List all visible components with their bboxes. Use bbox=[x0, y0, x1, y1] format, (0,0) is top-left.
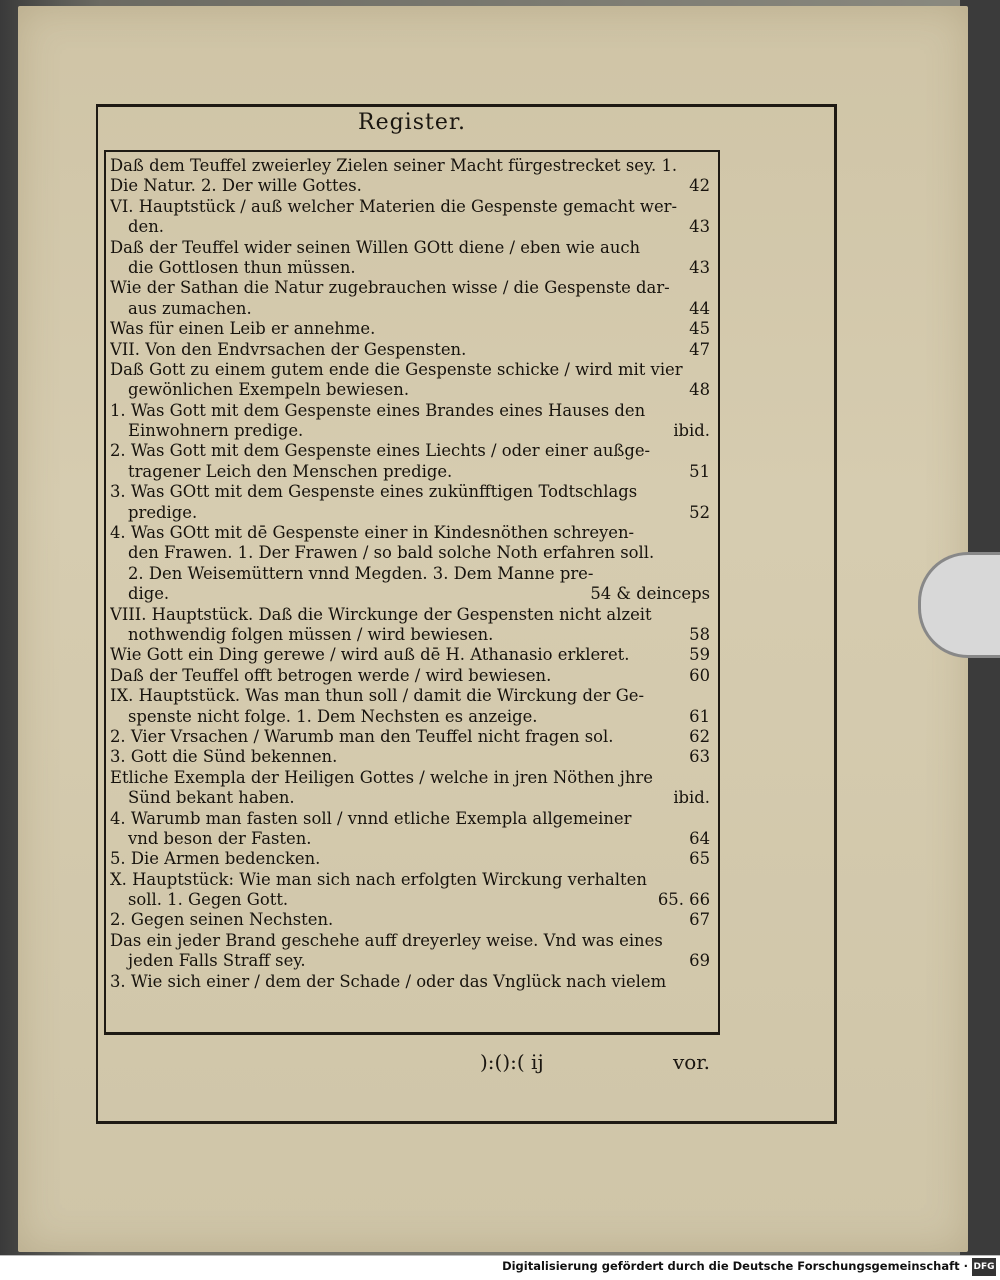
entry-page-number: 63 bbox=[689, 747, 710, 767]
entry-text: soll. 1. Gegen Gott. bbox=[128, 890, 289, 910]
entry-page-number: 64 bbox=[689, 828, 710, 848]
credit-bar bbox=[0, 1255, 1000, 1280]
entry-page-number: 60 bbox=[689, 665, 710, 685]
entry-text: nothwendig folgen müssen / wird bewiesen. bbox=[128, 624, 494, 644]
register-line bbox=[110, 197, 714, 217]
entry-text: Sünd bekant haben. bbox=[128, 788, 295, 808]
catchword: vor. bbox=[672, 1050, 710, 1074]
top-rule bbox=[104, 150, 720, 152]
register-line bbox=[110, 666, 714, 686]
register-line bbox=[110, 747, 714, 767]
entry-page-number: ibid. bbox=[673, 788, 710, 808]
register-line bbox=[110, 972, 714, 992]
entry-text: Daß dem Teuffel zweierley Zielen seiner Macht fürgestrecket sey. 1. bbox=[110, 156, 678, 175]
entry-text: X. Hauptstück: Wie man sich nach erfolgten Wirckung verhalten bbox=[110, 869, 647, 889]
bottom-rule bbox=[104, 1032, 720, 1035]
entry-text: 3. Was GOtt mit dem Gespenste eines zukünfftigen Todtschlags bbox=[110, 482, 638, 502]
entry-text: 2. Gegen seinen Nechsten. bbox=[110, 910, 334, 930]
entry-text: Einwohnern predige. bbox=[128, 421, 304, 441]
entry-page-number: 42 bbox=[689, 176, 710, 196]
entry-page-number: 69 bbox=[689, 951, 710, 971]
register-line bbox=[110, 503, 714, 523]
entry-text: dige. bbox=[128, 584, 170, 604]
entry-text: 4. Warumb man fasten soll / vnnd etliche Exempla allgemeiner bbox=[110, 808, 632, 828]
register-line bbox=[110, 543, 714, 563]
entry-text: Daß der Teuffel wider seinen Willen GOtt diene / eben wie auch bbox=[110, 237, 641, 257]
entry-text: Daß Gott zu einem gutem ende die Gespenste schicke / wird mit vier bbox=[110, 359, 683, 379]
register-line bbox=[110, 931, 714, 951]
register-line bbox=[110, 849, 714, 869]
register-line bbox=[110, 584, 714, 604]
register-line bbox=[110, 258, 714, 278]
entry-text: VII. Von den Endvrsachen der Gespensten. bbox=[110, 339, 467, 359]
entry-page-number: 44 bbox=[689, 298, 710, 318]
register-line bbox=[110, 238, 714, 258]
entry-page-number: 62 bbox=[689, 726, 710, 746]
funding-credit: Digitalisierung gefördert durch die Deutsche Forschungsgemeinschaft · bbox=[502, 1259, 968, 1273]
register-line bbox=[110, 319, 714, 339]
entry-text: 3. Gott die Sünd bekennen. bbox=[110, 747, 338, 767]
entry-text: tragener Leich den Menschen predige. bbox=[128, 461, 453, 481]
entry-page-number: 54 & deinceps bbox=[590, 584, 710, 604]
entry-text: den Frawen. 1. Der Frawen / so bald solche Noth erfahren soll. bbox=[128, 543, 655, 563]
entry-text: 4. Was GOtt mit dē Gespenste einer in Kindesnöthen schreyen- bbox=[110, 523, 635, 543]
entry-text: Daß der Teuffel offt betrogen werde / wird bewiesen. bbox=[110, 665, 552, 685]
entry-page-number: 48 bbox=[689, 380, 710, 400]
register-line bbox=[110, 951, 714, 971]
register-line bbox=[110, 870, 714, 890]
register-line bbox=[110, 686, 714, 706]
entry-text: Etliche Exempla der Heiligen Gottes / welche in jren Nöthen jhre bbox=[110, 767, 653, 787]
register-line bbox=[110, 421, 714, 441]
register-line bbox=[110, 156, 714, 176]
register-line bbox=[110, 829, 714, 849]
entry-page-number: 43 bbox=[689, 257, 710, 277]
register-line bbox=[110, 707, 714, 727]
entry-page-number: 45 bbox=[689, 319, 710, 339]
entry-page-number: ibid. bbox=[673, 421, 710, 441]
entry-page-number: 65 bbox=[689, 849, 710, 869]
entry-text: 2. Vier Vrsachen / Warumb man den Teuffel nicht fragen sol. bbox=[110, 726, 614, 746]
entry-page-number: 65. 66 bbox=[657, 890, 710, 910]
register-line bbox=[110, 380, 714, 400]
entry-text: Was für einen Leib er annehme. bbox=[110, 319, 376, 339]
entry-text: 3. Wie sich einer / dem der Schade / oder das Vnglück nach vielem bbox=[110, 971, 667, 991]
entry-text: gewönlichen Exempeln bewiesen. bbox=[128, 380, 410, 400]
register-line bbox=[110, 564, 714, 584]
entry-text: predige. bbox=[128, 502, 198, 522]
entry-text: VI. Hauptstück / auß welcher Materien die Gespenste gemacht wer- bbox=[110, 196, 678, 216]
entry-page-number: 61 bbox=[689, 706, 710, 726]
register-line bbox=[110, 462, 714, 482]
signature-mark: ):():( ij bbox=[480, 1050, 544, 1074]
entry-text: Wie der Sathan die Natur zugebrauchen wisse / die Gespenste dar- bbox=[110, 278, 670, 298]
entry-text: spenste nicht folge. 1. Dem Nechsten es anzeige. bbox=[128, 706, 538, 726]
entry-text: 5. Die Armen bedencken. bbox=[110, 849, 321, 869]
register-line bbox=[110, 217, 714, 237]
register-line bbox=[110, 727, 714, 747]
entry-text: den. bbox=[128, 217, 164, 237]
entry-page-number: 51 bbox=[689, 461, 710, 481]
register-line bbox=[110, 176, 714, 196]
register-line bbox=[110, 788, 714, 808]
entry-text: IX. Hauptstück. Was man thun soll / damit die Wirckung der Ge- bbox=[110, 686, 645, 706]
register-line bbox=[110, 605, 714, 625]
entry-page-number: 52 bbox=[689, 502, 710, 522]
register-line bbox=[110, 910, 714, 930]
register-line bbox=[110, 645, 714, 665]
entry-text: Das ein jeder Brand geschehe auff dreyerley weise. Vnd was eines bbox=[110, 930, 663, 950]
entry-page-number: 67 bbox=[689, 910, 710, 930]
entry-text: die Gottlosen thun müssen. bbox=[128, 257, 356, 277]
register-line bbox=[110, 299, 714, 319]
entry-page-number: 59 bbox=[689, 645, 710, 665]
register-line bbox=[110, 482, 714, 502]
entry-page-number: 43 bbox=[689, 217, 710, 237]
entry-text: Die Natur. 2. Der wille Gottes. bbox=[110, 176, 362, 196]
register-entries bbox=[110, 156, 714, 992]
entry-text: 2. Den Weisemüttern vnnd Megden. 3. Dem Manne pre- bbox=[128, 563, 594, 583]
register-line bbox=[110, 523, 714, 543]
entry-text: VIII. Hauptstück. Daß die Wirckunge der Gespensten nicht alzeit bbox=[110, 604, 652, 624]
register-line bbox=[110, 340, 714, 360]
entry-page-number: 47 bbox=[689, 339, 710, 359]
register-line bbox=[110, 441, 714, 461]
entry-text: 1. Was Gott mit dem Gespenste eines Brandes eines Hauses den bbox=[110, 400, 646, 420]
register-line bbox=[110, 401, 714, 421]
entry-text: jeden Falls Straff sey. bbox=[128, 951, 306, 971]
dfg-logo-icon: DFG bbox=[972, 1258, 996, 1276]
entry-text: Wie Gott ein Ding gerewe / wird auß dē H. Athanasio erkleret. bbox=[110, 645, 630, 665]
entry-text: aus zumachen. bbox=[128, 298, 252, 318]
entry-text: 2. Was Gott mit dem Gespenste eines Liechts / oder einer außge- bbox=[110, 441, 651, 461]
register-line bbox=[110, 360, 714, 380]
register-line bbox=[110, 625, 714, 645]
register-line bbox=[110, 890, 714, 910]
entry-text: vnd beson der Fasten. bbox=[128, 828, 312, 848]
entry-page-number: 58 bbox=[689, 624, 710, 644]
register-line bbox=[110, 809, 714, 829]
register-line bbox=[110, 768, 714, 788]
register-line bbox=[110, 278, 714, 298]
page-heading: Register. bbox=[358, 110, 466, 135]
